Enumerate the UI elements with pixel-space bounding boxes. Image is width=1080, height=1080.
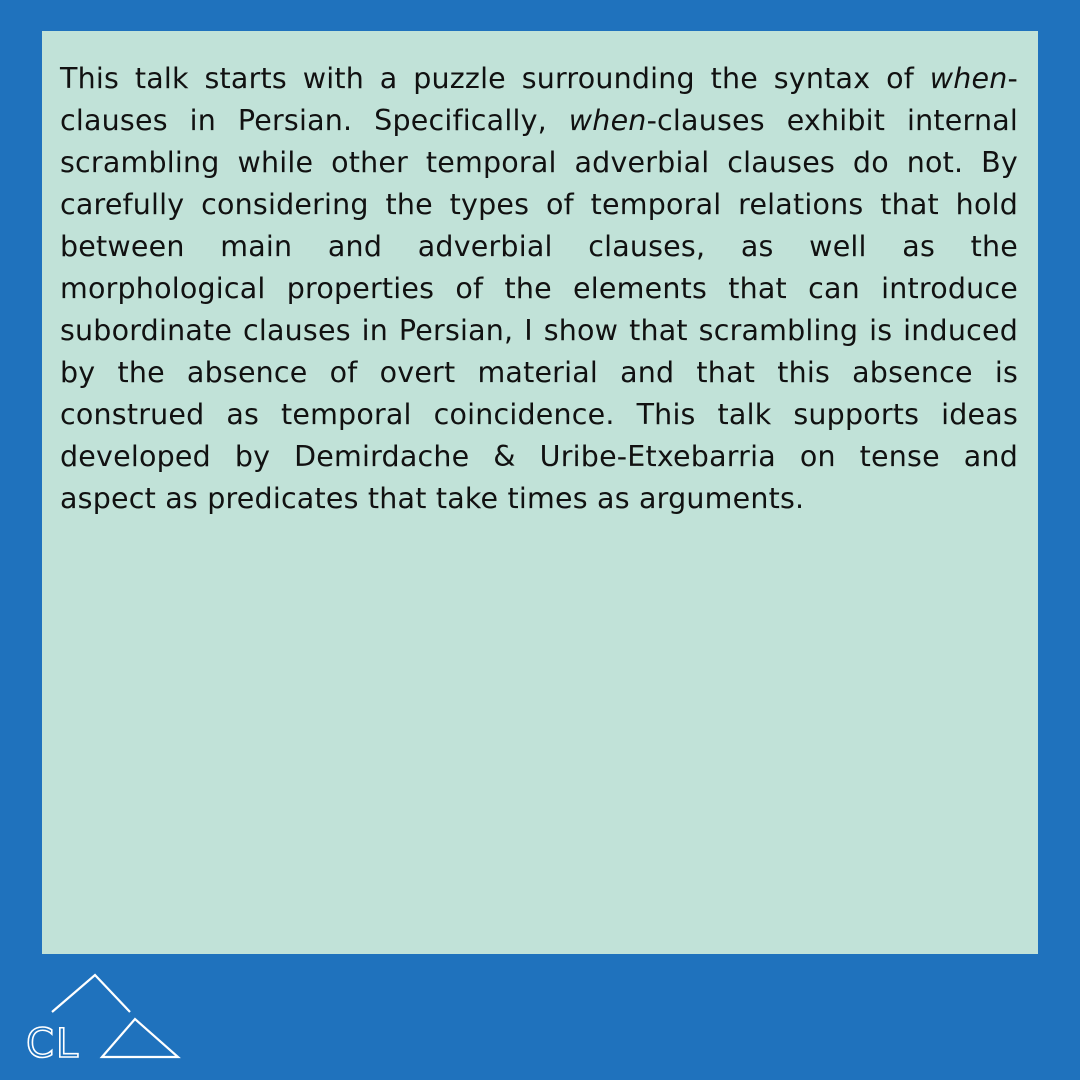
abstract-segment: -clauses in Persian. Specifically, xyxy=(60,62,1018,137)
abstract-panel xyxy=(42,31,1038,954)
abstract-segment: This talk starts with a puzzle surrounding the syntax of xyxy=(60,62,930,95)
abstract-text xyxy=(60,58,1018,520)
abstract-segment: -clauses exhibit internal scrambling while other temporal adverbial clauses do not. By carefully considering the types of temporal relations that hold between main and adverbial clauses, as well as the morphological properties of the elements that can introduce subordinate clauses in Persian, I show that scrambling is induced by the absence of overt material and that this absence is construed as temporal coincidence. This talk supports ideas developed by Demirdache & Uribe-Etxebarria on tense and aspect as predicates that take times as arguments. xyxy=(60,104,1018,515)
abstract-emphasis: when xyxy=(929,62,1008,95)
logo-text: CL xyxy=(26,1021,81,1067)
abstract-emphasis: when xyxy=(568,104,647,137)
